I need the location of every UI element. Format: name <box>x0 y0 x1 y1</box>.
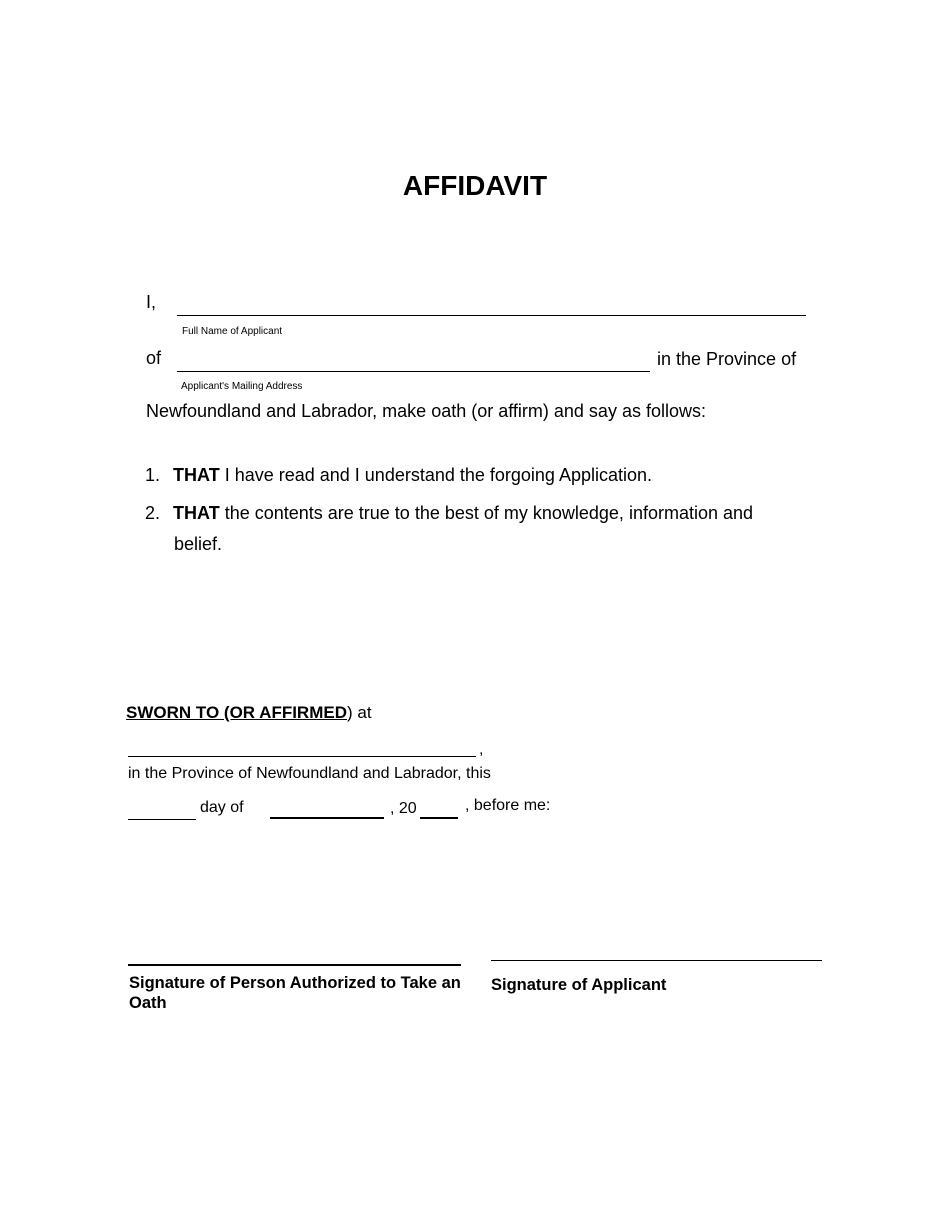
oath-statement: Newfoundland and Labrador, make oath (or affirm) and say as follows: <box>146 401 706 421</box>
statement-number: 2. <box>145 503 161 523</box>
sworn-location-line[interactable] <box>128 756 476 757</box>
statement-text: I have read and I understand the forgoing Application. <box>224 465 653 485</box>
statement-lead: THAT <box>173 465 220 485</box>
mailing-address-line[interactable] <box>177 371 650 372</box>
statement-lead: THAT <box>173 503 220 523</box>
day-of-label: day of <box>200 799 244 816</box>
statement-number: 1. <box>145 465 161 485</box>
of-label: of <box>146 348 162 368</box>
location-comma: , <box>479 741 484 758</box>
intro-label: I, <box>146 292 157 312</box>
applicant-signature-label: Signature of Applicant <box>491 976 667 994</box>
sworn-heading: SWORN TO (OR AFFIRMED <box>126 703 347 722</box>
full-name-caption: Full Name of Applicant <box>182 326 283 337</box>
sworn-heading-suffix: ) at <box>346 703 372 722</box>
statement-continuation: belief. <box>174 534 223 554</box>
applicant-signature-line[interactable] <box>491 960 822 961</box>
year-field-line[interactable] <box>420 817 458 819</box>
year-prefix: , 20 <box>390 800 417 817</box>
statement-item <box>145 465 652 486</box>
mailing-address-caption: Applicant's Mailing Address <box>181 381 303 392</box>
full-name-line[interactable] <box>177 315 806 316</box>
province-suffix: in the Province of <box>657 349 797 369</box>
statement-item <box>145 503 753 524</box>
jurat-heading <box>126 703 372 723</box>
month-field-line[interactable] <box>270 817 384 819</box>
jurat-province-line: in the Province of Newfoundland and Labrador, this <box>128 765 491 782</box>
day-field-line[interactable] <box>128 819 196 820</box>
oath-taker-signature-label: Signature of Person Authorized to Take an Oath <box>129 974 461 1012</box>
oath-taker-signature-line[interactable] <box>128 964 461 966</box>
statement-text: the contents are true to the best of my knowledge, information and <box>224 503 754 523</box>
before-me-label: , before me: <box>465 797 551 814</box>
page-title: AFFIDAVIT <box>402 170 548 201</box>
